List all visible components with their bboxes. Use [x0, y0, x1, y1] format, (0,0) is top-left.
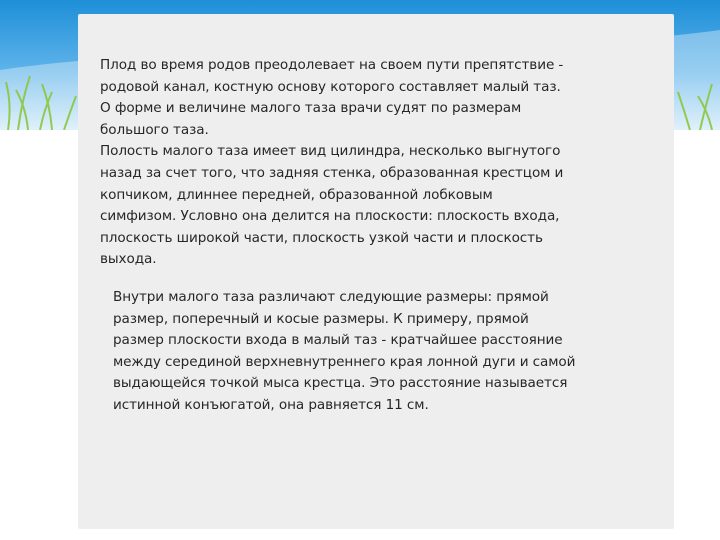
text-line: Внутри малого таза различают следующие размеры: прямой — [113, 289, 549, 305]
paragraph-pelvis-dimensions — [113, 287, 633, 417]
text-line: выдающейся точкой мыса крестца. Это расстояние называется — [113, 375, 568, 392]
text-line: симфизом. Условно она делится на плоскости: плоскость входа, — [100, 208, 560, 225]
text-line: истинной конъюгатой, она равняется 11 см. — [113, 396, 429, 413]
text-line: Плод во время родов преодолевает на своем пути препятствие - — [100, 57, 564, 73]
text-line: размер плоскости входа в малый таз - кратчайшее расстояние — [113, 332, 563, 349]
text-line: размер, поперечный и косые размеры. К примеру, прямой — [113, 310, 529, 327]
text-line: копчиком, длиннее передней, образованной лобковым — [100, 186, 493, 203]
text-line: плоскость широкой части, плоскость узкой части и плоскость — [100, 229, 543, 246]
text-line: родовой канал, костную основу которого составляет малый таз. — [100, 78, 561, 95]
paragraph-birth-canal — [100, 55, 620, 271]
text-line: выхода. — [100, 251, 157, 268]
text-line: Полость малого таза имеет вид цилиндра, несколько выгнутого — [100, 143, 561, 160]
text-line: О форме и величине малого таза врачи судят по размерам — [100, 100, 522, 117]
text-line: большого таза. — [100, 121, 209, 138]
text-line: назад за счет того, что задняя стенка, образованная крестцом и — [100, 164, 564, 181]
text-line: между серединой верхневнутреннего края лонной дуги и самой — [113, 353, 576, 370]
